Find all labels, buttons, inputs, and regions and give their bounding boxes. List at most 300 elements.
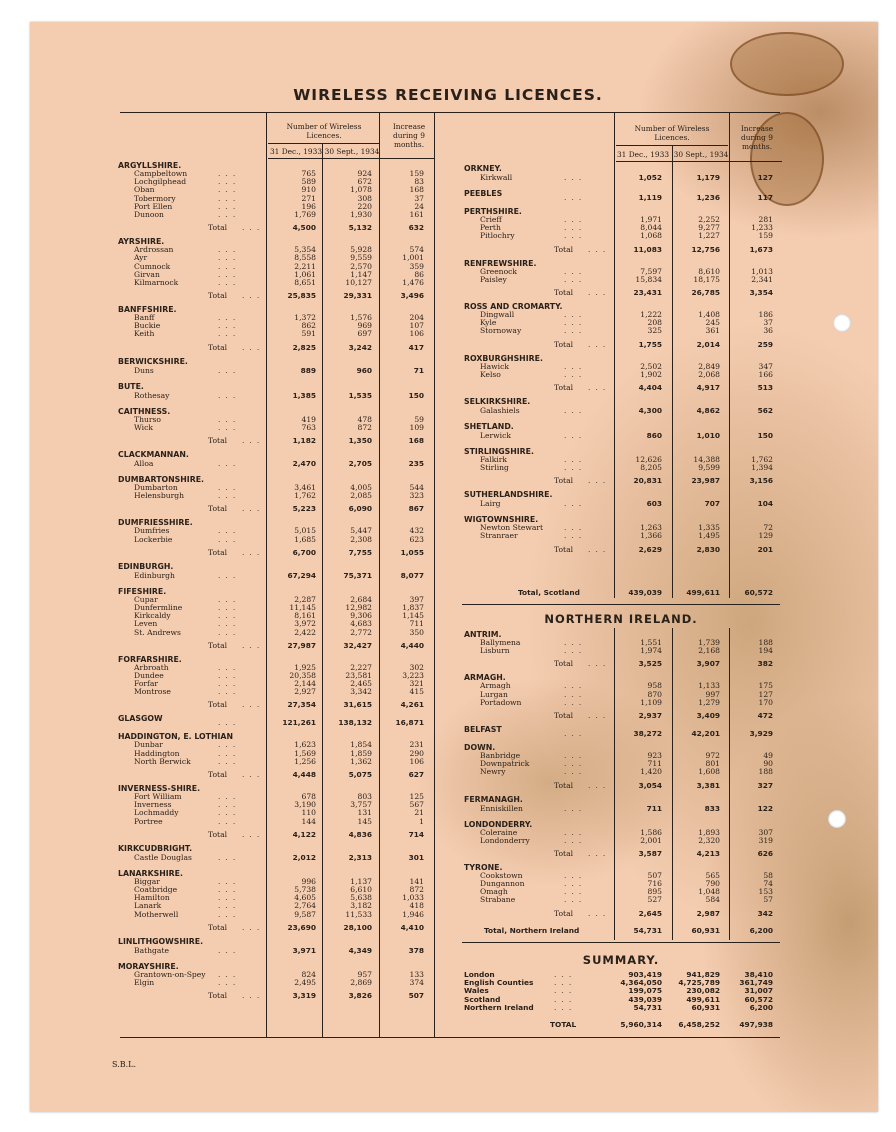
total-row bbox=[118, 826, 438, 844]
value-a: 1,762 bbox=[294, 491, 316, 501]
leader-dots: ... bbox=[564, 879, 587, 889]
town-name: Girvan bbox=[134, 269, 160, 279]
region-block bbox=[464, 795, 784, 814]
value-a: 12,626 bbox=[635, 454, 662, 464]
leader-dots: ... bbox=[564, 689, 587, 699]
region-name: LANARKSHIRE. bbox=[118, 868, 183, 878]
table-row bbox=[464, 682, 784, 690]
value-a: 4,122 bbox=[292, 829, 316, 839]
total-label: Total bbox=[554, 476, 574, 486]
summary-row bbox=[464, 987, 784, 995]
table-row bbox=[118, 979, 438, 987]
town-name: Campbeltown bbox=[134, 169, 188, 178]
leader-dots: ... bbox=[554, 986, 577, 996]
town-name: Kelso bbox=[480, 369, 501, 379]
town-name: Dumfries bbox=[134, 526, 170, 536]
value-b: 1,010 bbox=[696, 430, 720, 440]
total-row bbox=[118, 919, 438, 937]
value-b: 697 bbox=[357, 329, 372, 339]
value-c: 125 bbox=[409, 792, 424, 801]
table-row bbox=[118, 612, 438, 620]
town-name: Lisburn bbox=[480, 646, 510, 656]
value-c: 150 bbox=[408, 390, 424, 400]
leader-dots: ... bbox=[218, 627, 241, 637]
table-row bbox=[464, 276, 784, 284]
summary-name: English Counties bbox=[464, 978, 534, 988]
table-row bbox=[118, 178, 438, 186]
value-c: 37 bbox=[414, 193, 424, 203]
town-name: Ballymena bbox=[480, 638, 521, 647]
leader-dots: ... bbox=[588, 287, 611, 297]
value-a: 9,587 bbox=[294, 909, 316, 919]
value-c: 6,200 bbox=[749, 1002, 773, 1012]
table-row bbox=[464, 699, 784, 707]
value-a: 711 bbox=[646, 803, 662, 813]
table-row bbox=[118, 330, 438, 338]
leader-dots: ... bbox=[554, 1002, 577, 1012]
ni-title: NORTHERN IRELAND. bbox=[544, 612, 698, 626]
value-b: 1,739 bbox=[698, 638, 720, 647]
value-a: 4,605 bbox=[294, 893, 316, 903]
value-a: 1,902 bbox=[640, 369, 662, 379]
region-block bbox=[118, 587, 438, 655]
table-row bbox=[464, 327, 784, 335]
value-b: 3,907 bbox=[696, 659, 720, 669]
leader-dots: ... bbox=[242, 922, 265, 932]
value-a: 2,470 bbox=[292, 459, 316, 468]
header-date1-right: 31 Dec., 1933 bbox=[616, 150, 670, 159]
town-name: Dunfermline bbox=[134, 602, 183, 612]
leader-dots: ... bbox=[218, 209, 241, 219]
value-b: 220 bbox=[357, 201, 372, 211]
table-row bbox=[464, 311, 784, 319]
leader-dots: ... bbox=[218, 483, 241, 492]
value-b: 1,535 bbox=[348, 390, 372, 400]
value-b: 803 bbox=[357, 792, 372, 801]
value-a: 2,012 bbox=[292, 852, 316, 862]
value-a: 54,731 bbox=[633, 1002, 662, 1012]
value-c: 59 bbox=[414, 414, 424, 424]
region-name: GLASGOW bbox=[118, 714, 163, 724]
region-block bbox=[118, 714, 438, 732]
total-row bbox=[464, 777, 784, 795]
value-a: 4,404 bbox=[638, 382, 662, 392]
value-a: 903,419 bbox=[628, 970, 662, 979]
summary-name: Scotland bbox=[464, 994, 501, 1004]
value-c: 1,762 bbox=[751, 454, 773, 464]
value-a: 3,054 bbox=[638, 780, 662, 790]
total-row bbox=[464, 472, 784, 490]
total-row bbox=[464, 241, 784, 259]
leader-dots: ... bbox=[588, 339, 611, 349]
value-a: 5,223 bbox=[292, 504, 316, 514]
region-name: DUMFRIESSHIRE. bbox=[118, 518, 193, 528]
value-a: 1,569 bbox=[294, 748, 316, 758]
town-name: Cumnock bbox=[134, 261, 171, 271]
leader-dots: ... bbox=[218, 534, 241, 544]
value-c: 497,938 bbox=[739, 1020, 773, 1029]
leader-dots: ... bbox=[564, 531, 587, 541]
town-name: Biggar bbox=[134, 876, 160, 886]
value-c: 867 bbox=[408, 504, 424, 514]
value-a: 1,925 bbox=[294, 662, 316, 672]
table-row bbox=[464, 768, 784, 776]
value-b: 6,610 bbox=[350, 884, 372, 894]
total-row bbox=[118, 500, 438, 518]
town-name: Kirkcaldy bbox=[134, 611, 171, 621]
value-a: 144 bbox=[301, 816, 316, 826]
total-label: Total bbox=[554, 244, 574, 254]
total-label: Total bbox=[208, 640, 228, 650]
total-row bbox=[464, 336, 784, 354]
region-block bbox=[118, 655, 438, 715]
town-name: Lurgan bbox=[480, 689, 508, 699]
value-c: 4,261 bbox=[400, 700, 424, 710]
leader-dots: ... bbox=[242, 770, 265, 779]
region-block bbox=[118, 407, 438, 450]
scotland-total bbox=[464, 584, 784, 602]
value-b: 3,826 bbox=[348, 991, 372, 1001]
leader-dots: ... bbox=[218, 193, 241, 203]
total-label: TOTAL bbox=[550, 1020, 577, 1029]
total-label: Total bbox=[208, 342, 228, 352]
value-c: 60,572 bbox=[744, 994, 773, 1004]
town-name: Montrose bbox=[134, 687, 171, 697]
region-block bbox=[464, 673, 784, 725]
value-b: 12,756 bbox=[691, 244, 720, 254]
town-name: Lochgilphead bbox=[134, 177, 187, 187]
leader-dots: ... bbox=[564, 369, 587, 379]
region-name: PEEBLES bbox=[464, 189, 503, 198]
table-row bbox=[118, 758, 438, 766]
town-name: Fort William bbox=[134, 792, 182, 801]
leader-dots: ... bbox=[218, 253, 241, 263]
value-b: 924 bbox=[357, 169, 372, 178]
value-c: 562 bbox=[757, 405, 773, 415]
ni-total bbox=[464, 922, 784, 940]
value-c: 1,946 bbox=[402, 909, 424, 919]
header-increase-right: Increase during 9 months. bbox=[740, 124, 774, 151]
region-block bbox=[118, 161, 438, 237]
value-c: 4,410 bbox=[400, 922, 424, 932]
value-b: 3,381 bbox=[696, 780, 720, 790]
region-name: RENFREWSHIRE. bbox=[464, 258, 537, 268]
table-row bbox=[118, 391, 438, 401]
total-label: Total bbox=[208, 223, 228, 233]
town-name: Hawick bbox=[480, 361, 509, 371]
total-row bbox=[118, 766, 438, 784]
leader-dots: ... bbox=[588, 908, 611, 918]
leader-dots: ... bbox=[218, 748, 241, 758]
region-name: SELKIRKSHIRE. bbox=[464, 396, 531, 406]
value-a: 1,119 bbox=[638, 193, 662, 202]
value-b: 12,982 bbox=[345, 602, 372, 612]
value-c: 302 bbox=[409, 662, 424, 672]
town-name: Lerwick bbox=[480, 430, 511, 440]
value-b: 2,308 bbox=[350, 534, 372, 544]
total-label: Total bbox=[554, 339, 574, 349]
town-name: Elgin bbox=[134, 977, 155, 987]
town-name: Wick bbox=[134, 422, 153, 432]
total-row bbox=[118, 987, 438, 1005]
value-c: 382 bbox=[757, 659, 773, 669]
total-label: Total bbox=[208, 991, 228, 1001]
table-row bbox=[464, 456, 784, 464]
region-block bbox=[464, 302, 784, 354]
total-row bbox=[118, 696, 438, 714]
table-row bbox=[118, 322, 438, 330]
region-name: PERTHSHIRE. bbox=[464, 207, 522, 216]
value-a: 15,834 bbox=[635, 274, 662, 284]
value-c: 472 bbox=[757, 710, 773, 720]
value-b: 14,388 bbox=[693, 454, 720, 464]
leader-dots: ... bbox=[218, 901, 241, 911]
leader-dots: ... bbox=[242, 700, 265, 710]
value-a: 910 bbox=[301, 185, 316, 195]
town-name: Arbroath bbox=[134, 662, 169, 672]
summary-title: SUMMARY. bbox=[582, 953, 660, 967]
value-b: 1,137 bbox=[350, 876, 372, 886]
region-name: FORFARSHIRE. bbox=[118, 654, 182, 664]
value-c: 1,233 bbox=[751, 223, 773, 233]
value-a: 5,015 bbox=[294, 526, 316, 536]
total-row bbox=[464, 905, 784, 923]
value-a: 23,431 bbox=[633, 287, 662, 297]
table-row bbox=[118, 279, 438, 287]
leader-dots: ... bbox=[242, 291, 265, 301]
value-c: 127 bbox=[757, 173, 773, 182]
value-a: 1,385 bbox=[292, 390, 316, 400]
leader-dots: ... bbox=[564, 803, 587, 813]
value-c: 1,145 bbox=[402, 611, 424, 621]
value-c: 714 bbox=[408, 829, 424, 839]
region-block bbox=[464, 397, 784, 416]
value-b: 2,085 bbox=[350, 491, 372, 501]
town-name: Crieff bbox=[480, 215, 502, 224]
value-a: 2,144 bbox=[294, 679, 316, 689]
region-name: CAITHNESS. bbox=[118, 406, 171, 416]
value-b: 9,599 bbox=[698, 463, 720, 473]
region-block bbox=[118, 475, 438, 518]
value-c: 513 bbox=[757, 382, 773, 392]
total-row bbox=[118, 219, 438, 237]
leader-dots: ... bbox=[554, 978, 577, 988]
value-a: 27,354 bbox=[287, 700, 316, 710]
value-a: 271 bbox=[301, 193, 316, 203]
value-c: 127 bbox=[758, 689, 773, 699]
value-a: 38,272 bbox=[633, 728, 662, 738]
value-a: 2,502 bbox=[640, 361, 662, 371]
value-c: 170 bbox=[758, 697, 773, 707]
value-c: 194 bbox=[758, 646, 773, 656]
total-row bbox=[118, 637, 438, 655]
value-b: 2,320 bbox=[698, 835, 720, 845]
total-row bbox=[464, 584, 784, 602]
header-subrule bbox=[616, 161, 782, 162]
value-b: 1,227 bbox=[698, 231, 720, 241]
table-row bbox=[118, 424, 438, 432]
value-b: 3,342 bbox=[350, 687, 372, 697]
region-block bbox=[118, 732, 438, 784]
value-a: 3,971 bbox=[292, 945, 316, 955]
town-name: Paisley bbox=[480, 274, 507, 284]
table-row bbox=[118, 894, 438, 902]
value-b: 4,005 bbox=[350, 483, 372, 492]
value-a: 11,083 bbox=[633, 244, 662, 254]
value-a: 1,974 bbox=[640, 646, 662, 656]
value-b: 60,931 bbox=[691, 1002, 720, 1012]
value-a: 1,052 bbox=[638, 173, 662, 182]
total-label: Total bbox=[554, 382, 574, 392]
leader-dots: ... bbox=[564, 523, 587, 533]
region-block bbox=[464, 189, 784, 207]
value-a: 1,769 bbox=[294, 209, 316, 219]
value-b: 2,227 bbox=[350, 662, 372, 672]
value-c: 31,007 bbox=[744, 986, 773, 996]
region-block bbox=[118, 937, 438, 956]
value-a: 895 bbox=[647, 887, 662, 897]
town-name: Edinburgh bbox=[134, 570, 175, 580]
value-b: 969 bbox=[357, 321, 372, 331]
value-a: 1,685 bbox=[294, 534, 316, 544]
value-a: 3,972 bbox=[294, 619, 316, 629]
leader-dots: ... bbox=[218, 977, 241, 987]
leader-dots: ... bbox=[218, 969, 241, 979]
region-name: KIRKCUDBRIGHT. bbox=[118, 843, 193, 853]
total-label: Total bbox=[208, 504, 228, 514]
leader-dots: ... bbox=[564, 728, 587, 738]
value-a: 527 bbox=[647, 895, 662, 905]
summary-top-rule bbox=[462, 942, 780, 943]
summary-name: Northern Ireland bbox=[464, 1002, 534, 1012]
town-name: Portadown bbox=[480, 697, 522, 707]
value-a: 8,161 bbox=[294, 611, 316, 621]
leader-dots: ... bbox=[218, 459, 241, 468]
value-a: 763 bbox=[301, 422, 316, 432]
town-name: Dunoon bbox=[134, 209, 164, 219]
value-b: 9,277 bbox=[698, 223, 720, 233]
value-a: 1,755 bbox=[638, 339, 662, 349]
town-name: Downpatrick bbox=[480, 759, 530, 769]
town-name: Portree bbox=[134, 816, 163, 826]
table-row bbox=[464, 880, 784, 888]
value-a: 3,461 bbox=[294, 483, 316, 492]
town-name: Bathgate bbox=[134, 945, 169, 955]
value-c: 1,001 bbox=[402, 253, 424, 263]
region-block bbox=[118, 518, 438, 561]
value-c: 74 bbox=[763, 879, 773, 889]
value-b: 1,854 bbox=[350, 740, 372, 750]
value-b: 5,447 bbox=[350, 526, 372, 536]
value-c: 153 bbox=[758, 887, 773, 897]
value-a: 2,287 bbox=[294, 594, 316, 604]
value-a: 996 bbox=[301, 876, 316, 886]
value-a: 716 bbox=[647, 879, 662, 889]
value-b: 4,213 bbox=[696, 848, 720, 858]
value-c: 168 bbox=[409, 185, 424, 195]
value-a: 419 bbox=[301, 414, 316, 424]
value-a: 54,731 bbox=[633, 926, 662, 935]
value-b: 1,147 bbox=[350, 269, 372, 279]
town-name: Kyle bbox=[480, 318, 497, 328]
town-name: Strabane bbox=[480, 895, 516, 905]
value-b: 1,576 bbox=[350, 313, 372, 323]
value-b: 31,615 bbox=[343, 700, 372, 710]
town-name: Lockerbie bbox=[134, 534, 173, 544]
punch-hole bbox=[828, 810, 846, 828]
region-block bbox=[464, 354, 784, 397]
region-block bbox=[118, 382, 438, 401]
value-a: 1,586 bbox=[640, 827, 662, 837]
region-name: EDINBURGH. bbox=[118, 561, 174, 571]
value-b: 29,331 bbox=[343, 291, 372, 301]
leader-dots: ... bbox=[218, 201, 241, 211]
value-a: 1,109 bbox=[640, 697, 662, 707]
town-name: Castle Douglas bbox=[134, 852, 192, 862]
total-label: Total bbox=[208, 547, 228, 557]
table-row bbox=[118, 664, 438, 672]
bottom-rule bbox=[120, 1037, 780, 1038]
region-name: ANTRIM. bbox=[464, 630, 502, 639]
value-a: 23,690 bbox=[287, 922, 316, 932]
value-b: 32,427 bbox=[343, 640, 372, 650]
leader-dots: ... bbox=[218, 414, 241, 424]
value-a: 325 bbox=[647, 326, 662, 336]
table-row bbox=[118, 459, 438, 469]
table-row bbox=[464, 464, 784, 472]
value-b: 672 bbox=[357, 177, 372, 187]
leader-dots: ... bbox=[218, 945, 241, 955]
leader-dots: ... bbox=[564, 887, 587, 897]
region-block bbox=[464, 820, 784, 863]
value-b: 478 bbox=[357, 414, 372, 424]
town-name: Dundee bbox=[134, 670, 164, 680]
summary-row bbox=[464, 979, 784, 987]
leader-dots: ... bbox=[564, 231, 587, 241]
leader-dots: ... bbox=[218, 670, 241, 680]
leader-dots: ... bbox=[218, 852, 241, 862]
town-name: Pitlochry bbox=[480, 231, 515, 241]
town-name: Lochmaddy bbox=[134, 808, 179, 818]
value-a: 870 bbox=[647, 689, 662, 699]
value-c: 109 bbox=[409, 422, 424, 432]
value-c: 327 bbox=[757, 780, 773, 790]
value-a: 1,263 bbox=[640, 523, 662, 533]
total-row bbox=[118, 339, 438, 357]
leader-dots: ... bbox=[564, 870, 587, 880]
town-name: Dingwall bbox=[480, 309, 515, 319]
value-a: 2,422 bbox=[294, 627, 316, 637]
value-c: 1,394 bbox=[751, 463, 773, 473]
value-b: 2,987 bbox=[696, 908, 720, 918]
region-name: LINLITHGOWSHIRE. bbox=[118, 936, 204, 946]
leader-dots: ... bbox=[218, 365, 241, 375]
value-c: 133 bbox=[409, 969, 424, 979]
value-b: 230,082 bbox=[686, 986, 720, 996]
value-c: 319 bbox=[758, 835, 773, 845]
leader-dots: ... bbox=[564, 638, 587, 647]
region-name: ORKNEY. bbox=[464, 164, 502, 173]
value-c: 166 bbox=[758, 369, 773, 379]
town-name: Galashiels bbox=[480, 405, 520, 415]
value-c: 1,013 bbox=[751, 266, 773, 276]
value-b: 5,638 bbox=[350, 893, 372, 903]
table-row bbox=[118, 246, 438, 254]
town-name: Cookstown bbox=[480, 870, 523, 880]
total-label: Total bbox=[554, 659, 574, 669]
value-a: 507 bbox=[647, 870, 662, 880]
town-name: Stornoway bbox=[480, 326, 522, 336]
